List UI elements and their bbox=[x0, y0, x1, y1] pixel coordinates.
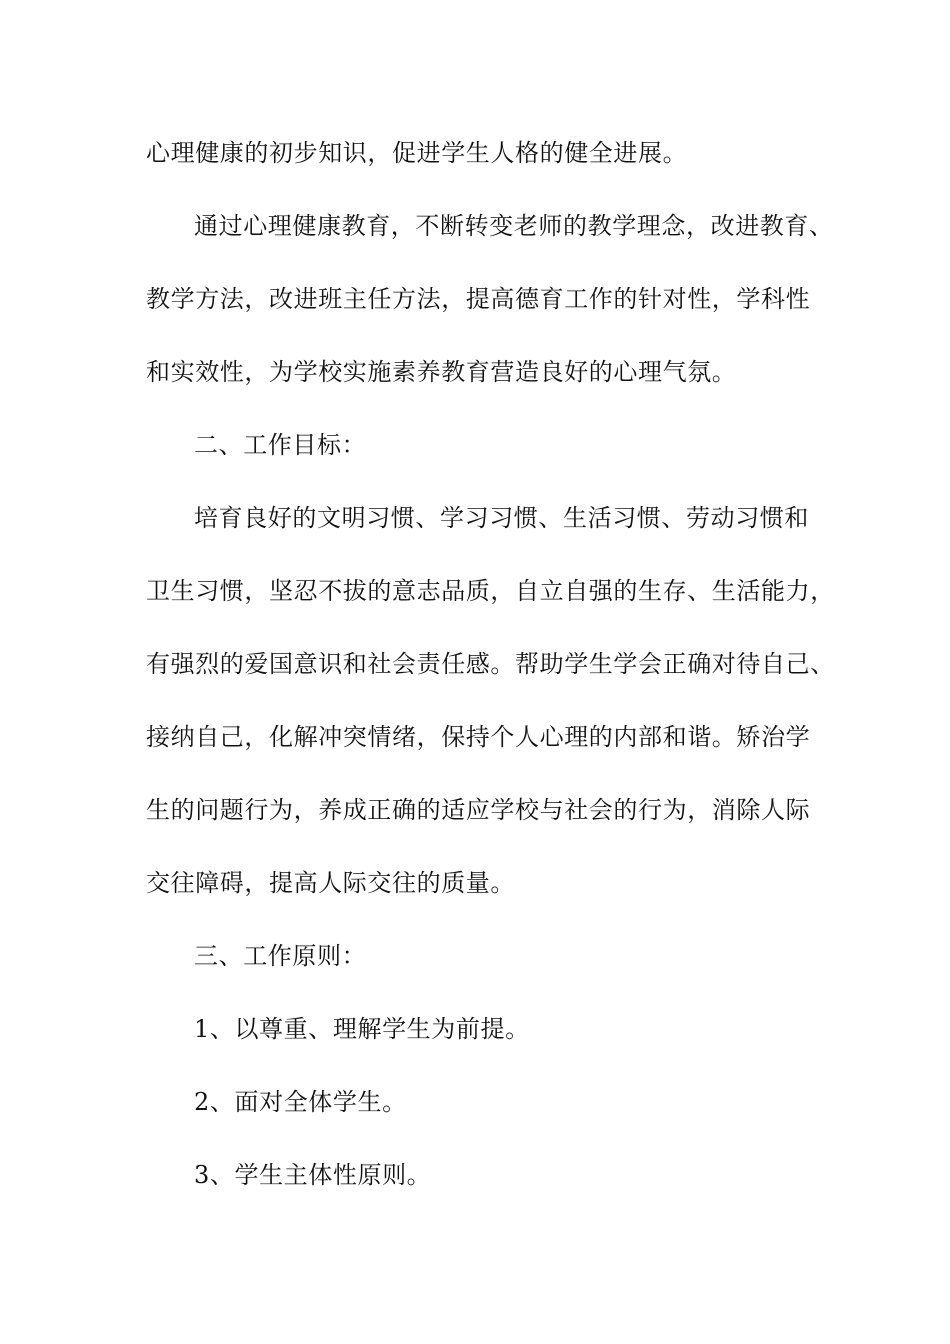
text-line: 教学方法，改进班主任方法，提高德育工作的针对性，学科性 bbox=[146, 285, 811, 313]
list-item: 1、以尊重、理解学生为前提。 bbox=[194, 1015, 530, 1043]
text-line: 有强烈的爱国意识和社会责任感。帮助学生学会正确对待自己、 bbox=[146, 650, 835, 678]
text-line: 卫生习惯，坚忍不拔的意志品质，自立自强的生存、生活能力， bbox=[146, 577, 835, 605]
text-line: 生的问题行为，养成正确的适应学校与社会的行为，消除人际 bbox=[146, 796, 811, 824]
section-heading: 三、工作原则： bbox=[194, 942, 367, 970]
list-item: 2、面对全体学生。 bbox=[194, 1088, 407, 1116]
list-item: 3、学生主体性原则。 bbox=[194, 1161, 432, 1189]
section-heading: 二、工作目标： bbox=[194, 431, 367, 459]
text-line: 和实效性，为学校实施素养教育营造良好的心理气氛。 bbox=[146, 358, 737, 386]
text-line: 培育良好的文明习惯、学习习惯、生活习惯、劳动习惯和 bbox=[194, 504, 809, 532]
text-line: 交往障碍，提高人际交往的质量。 bbox=[146, 869, 515, 897]
text-line: 心理健康的初步知识，促进学生人格的健全进展。 bbox=[146, 139, 688, 167]
text-line: 通过心理健康教育，不断转变老师的教学理念，改进教育、 bbox=[194, 212, 834, 240]
text-line: 接纳自己，化解冲突情绪，保持个人心理的内部和谐。矫治学 bbox=[146, 723, 811, 751]
